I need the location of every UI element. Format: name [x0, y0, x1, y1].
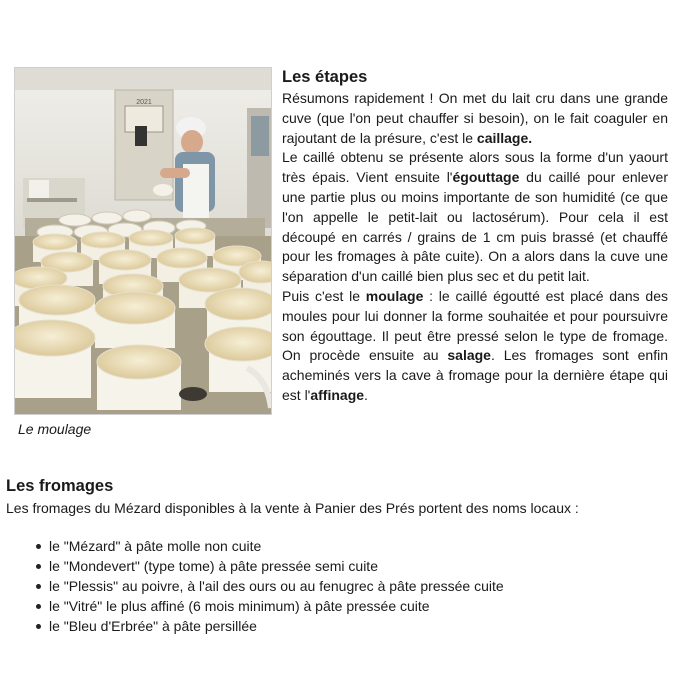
- etapes-p1-text: Résumons rapidement ! On met du lait cru dans une grande cuve (que l'on peut chauffer si besoin), on le fait coaguler en rajoutant de la présure, c'est le: [282, 90, 668, 146]
- etapes-heading: Les étapes: [282, 68, 368, 86]
- photo-caption: Le moulage: [18, 421, 92, 437]
- etapes-p2-text-a: Le caillé obtenu se présente alors sous la forme d'un yaourt très épais. Vient ensuite l': [282, 149, 668, 186]
- etapes-paragraph-3: [282, 287, 668, 406]
- cheese-list-item: le "Bleu d'Erbrée" à pâte persillée: [49, 616, 670, 636]
- cheese-list-item: le "Vitré" le plus affiné (6 mois minimum) à pâte pressée cuite: [49, 596, 670, 616]
- caillage-term: caillage.: [476, 129, 533, 146]
- etapes-p3-text-b: : le caillé égoutté est placé dans des moules pour lui donner la forme souhaitée et pour poursuivre son égouttage. Il peut être pressé selon le type de fromage. On procède ensuite au: [282, 287, 669, 364]
- fromages-heading: Les fromages: [6, 477, 114, 495]
- cheese-list-item: le "Plessis" au poivre, à l'ail des ours ou au fenugrec à pâte pressée cuite: [49, 576, 670, 596]
- cheese-molding-photo: [14, 67, 272, 415]
- section-fromages: [6, 476, 670, 636]
- fromages-intro: Les fromages du Mézard disponibles à la vente à Panier des Prés portent des noms locaux :: [6, 500, 579, 516]
- cheese-list-item: le "Mézard" à pâte molle non cuite: [49, 536, 670, 556]
- egouttage-term: égouttage: [452, 169, 520, 186]
- wall-sign-text: 2021: [136, 99, 152, 106]
- etapes-p3-text-d: .: [364, 386, 368, 403]
- etapes-paragraph-2: [282, 148, 668, 287]
- photo-illustration: [15, 68, 272, 415]
- cheese-list: [6, 536, 670, 636]
- moulage-term: moulage: [365, 287, 424, 304]
- etapes-paragraph-1: [282, 89, 668, 148]
- etapes-p3-text-c: . Les fromages sont enfin acheminés vers la cave à fromage pour la dernière étape qui est l': [282, 347, 668, 403]
- affinage-term: affinage: [310, 386, 365, 403]
- cheese-list-item: le "Mondevert" (type tome) à pâte pressée semi cuite: [49, 556, 670, 576]
- etapes-p3-text-a: Puis c'est le: [282, 287, 366, 304]
- etapes-p2-text-b: du caillé pour enlever une partie plus ou moins importante de son humidité (ce que l'on appelle le petit-lait ou lactosérum). Pour cela il est découpé en carrés / grains de 1 cm puis brassé (et chauffé pour les fromages à pâte cuite). On a alors dans la cuve une séparation d'un caillé bien plus sec et du petit lait.: [282, 169, 668, 285]
- section-etapes: [282, 67, 668, 406]
- salage-term: salage: [447, 347, 491, 364]
